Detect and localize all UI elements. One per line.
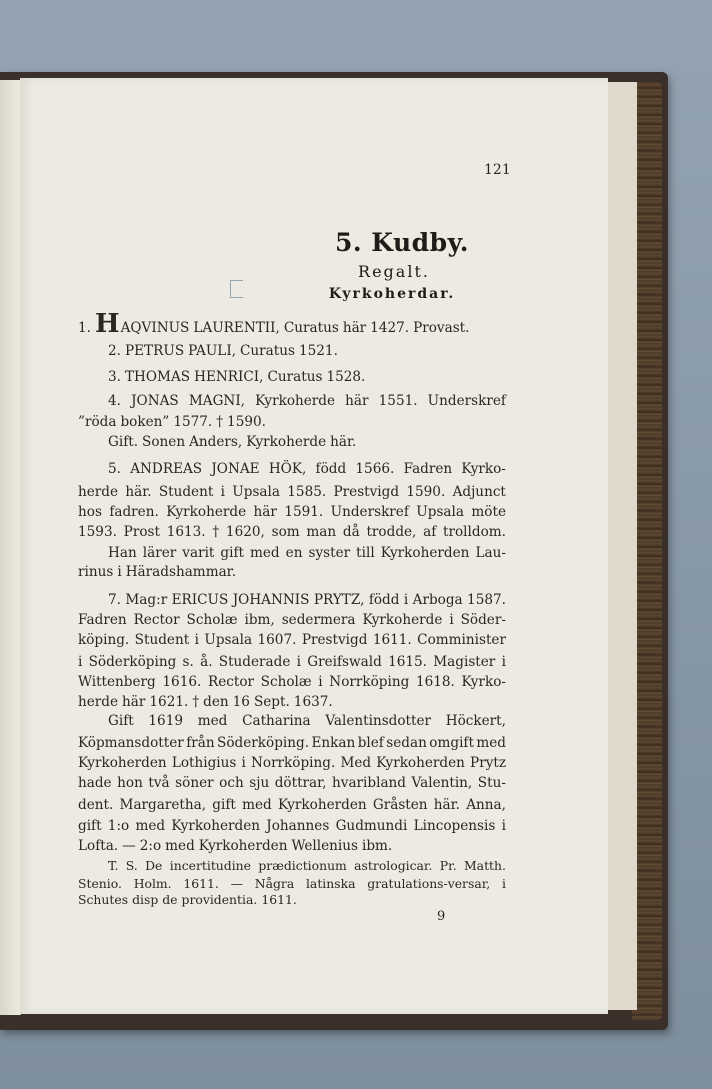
word: Studerade <box>218 654 291 670</box>
word: boken” <box>120 414 170 430</box>
word: Enkan <box>311 735 356 751</box>
word: en <box>285 545 303 561</box>
text-line <box>78 838 506 856</box>
text-line <box>108 545 506 563</box>
word: ANDREAS <box>130 461 203 477</box>
word: Norrköping <box>329 674 410 690</box>
word: latinska <box>305 876 356 891</box>
word: Kyrkoherden <box>376 755 465 771</box>
word: två <box>148 775 170 791</box>
word: gratulations-versar, <box>367 876 491 891</box>
text-line <box>78 892 506 910</box>
word: af <box>423 524 437 540</box>
word: Scholæ <box>186 612 238 628</box>
text-line <box>108 343 506 361</box>
word: 1611. <box>183 876 219 891</box>
word: i <box>220 484 225 500</box>
word: köping. <box>78 632 130 648</box>
word: Köpmansdotter <box>78 735 184 751</box>
word: ibm. <box>361 838 393 854</box>
word: Lincopensis <box>413 818 496 834</box>
section-title: 5. Kudby. <box>335 228 469 257</box>
word: Upsala <box>416 504 464 520</box>
word: LAURENTII, <box>193 320 280 336</box>
word: MAGNI, <box>188 393 246 409</box>
word: Underskref <box>427 393 506 409</box>
word: Prestvigd <box>301 632 368 648</box>
word: 3. <box>108 369 121 385</box>
word: sedermera <box>281 612 356 628</box>
word: hon <box>117 775 143 791</box>
word: providentia. <box>181 892 258 907</box>
word: å. <box>200 654 213 670</box>
word: gift <box>220 545 244 561</box>
word: Kyrko- <box>461 674 506 690</box>
word: Häradshammar. <box>125 564 237 580</box>
word: 1585. <box>287 484 327 500</box>
word: 1618. <box>415 674 455 690</box>
word: JOHANNIS <box>232 592 310 608</box>
word: gift <box>212 797 236 813</box>
word: i <box>501 818 506 834</box>
word: till <box>356 545 375 561</box>
word: Några <box>254 876 295 891</box>
word: med <box>197 713 228 729</box>
word: här <box>345 393 369 409</box>
word: dent. <box>78 797 114 813</box>
word: Adjunct <box>452 484 506 500</box>
word: Kyrkoherden <box>198 838 288 854</box>
word: † <box>192 694 200 710</box>
word: hos <box>78 504 102 520</box>
word: döttrar, <box>274 775 327 791</box>
word: i <box>78 654 83 670</box>
word: 1566. <box>355 461 395 477</box>
text-line <box>78 484 506 502</box>
word: Stenio. <box>78 876 122 891</box>
word: s. <box>182 654 194 670</box>
word: 1587. <box>467 592 506 608</box>
section-subtitle: Regalt. <box>358 262 430 281</box>
word: Wellenius <box>291 838 358 854</box>
text-line <box>78 632 506 650</box>
facing-page-edge <box>0 80 21 1015</box>
word: 1616. <box>162 674 202 690</box>
word: i <box>403 592 409 608</box>
word: sedan <box>386 735 427 751</box>
word: Catharina <box>242 713 311 729</box>
word: fadren. <box>109 504 159 520</box>
word: 2. <box>108 343 121 359</box>
word: Söderköping <box>88 654 177 670</box>
text-line <box>78 612 506 630</box>
word: 1. <box>78 320 91 336</box>
word: lärer <box>142 545 177 561</box>
text-line <box>108 592 506 610</box>
word: Underskref <box>330 504 409 520</box>
word: Anders, <box>189 434 243 450</box>
word: med <box>165 838 195 854</box>
word: Pr. <box>439 858 457 873</box>
text-line <box>78 818 506 836</box>
word: född <box>368 592 400 608</box>
signature-mark: 9 <box>437 909 446 924</box>
word: Valentin, <box>411 775 473 791</box>
word: 1528. <box>326 369 366 385</box>
word: 1:o <box>107 818 130 834</box>
word: Söderköping. <box>217 735 310 751</box>
word: syster <box>308 545 351 561</box>
word: hvaribland <box>332 775 407 791</box>
word: Arboga <box>412 592 463 608</box>
word: i <box>296 654 302 670</box>
text-line <box>78 775 506 793</box>
word: herde <box>78 694 119 710</box>
word: Margaretha, <box>119 797 207 813</box>
word: 1590. <box>406 484 446 500</box>
word: möte <box>471 504 506 520</box>
word: Upsala <box>204 632 253 648</box>
word: Prestvigd <box>333 484 400 500</box>
word: i <box>501 876 506 891</box>
word: PRYTZ, <box>313 592 365 608</box>
word: Gudmundi <box>335 818 408 834</box>
word: Curatus <box>267 369 323 385</box>
word: 1637. <box>293 694 333 710</box>
word: HAQVINUS <box>94 309 190 339</box>
word: Wittenberg <box>78 674 156 690</box>
word: med <box>249 545 280 561</box>
word: gift <box>78 818 102 834</box>
word: varit <box>182 545 215 561</box>
word: med <box>242 797 272 813</box>
word: Höckert, <box>445 713 506 729</box>
word: Holm. <box>133 876 172 891</box>
word: Sonen <box>142 434 186 450</box>
word: i <box>501 654 506 670</box>
section-subheading: Kyrkoherdar. <box>328 286 456 302</box>
word: 1551. <box>378 393 418 409</box>
word: T. <box>108 858 119 873</box>
word: Kyrkoherde <box>255 393 336 409</box>
word: Fadren <box>403 461 453 477</box>
word: Stu- <box>477 775 506 791</box>
page-number: 121 <box>484 162 511 178</box>
word: rinus <box>78 564 114 580</box>
word: Kyrkoherden <box>277 797 367 813</box>
word: — <box>230 876 243 891</box>
word: JONAE <box>211 461 260 477</box>
word: Söder- <box>460 612 506 628</box>
text-line <box>108 393 506 411</box>
word: † <box>216 414 224 430</box>
word: de <box>162 892 178 907</box>
word: Mag:r <box>125 592 168 608</box>
word: Student <box>134 632 190 648</box>
word: man <box>306 524 337 540</box>
word: då <box>342 524 360 540</box>
word: 1613. <box>166 524 206 540</box>
word: S. <box>125 858 138 873</box>
word: PAULI, <box>188 343 237 359</box>
word: Valentinsdotter <box>325 713 432 729</box>
word: 1521. <box>298 343 338 359</box>
word: Lau- <box>475 545 506 561</box>
word: 1590. <box>227 414 266 430</box>
word: PETRUS <box>124 343 185 359</box>
text-line <box>78 674 506 692</box>
word: 7. <box>108 592 121 608</box>
word: Upsala <box>232 484 280 500</box>
word: Anna, <box>466 797 506 813</box>
word: incertitudine <box>169 858 251 873</box>
word: i <box>241 755 246 771</box>
word: Scholæ <box>260 674 312 690</box>
word: i <box>194 632 199 648</box>
word: här <box>253 504 277 520</box>
word: hade <box>78 775 112 791</box>
word: Gift <box>108 713 134 729</box>
word: Kyrkoherden <box>171 818 261 834</box>
word: 2:o <box>139 838 162 854</box>
library-stamp-mark <box>230 280 243 298</box>
text-line <box>78 797 506 815</box>
word: och <box>219 775 244 791</box>
text-line <box>78 654 506 672</box>
word: född <box>315 461 347 477</box>
text-line <box>78 414 506 432</box>
word: 1621. <box>149 694 189 710</box>
word: i <box>117 564 122 580</box>
word: 1593. <box>78 524 117 540</box>
word: Matth. <box>464 858 506 873</box>
word: Student <box>158 484 214 500</box>
word: disp <box>132 892 159 907</box>
word: Johannes <box>266 818 330 834</box>
word: Rector <box>133 612 180 628</box>
word: 16 <box>232 694 250 710</box>
word: Gift. <box>108 434 139 450</box>
word: söner <box>175 775 214 791</box>
word: 1611. <box>372 632 412 648</box>
word: här. <box>330 434 357 450</box>
word: sju <box>249 775 270 791</box>
word: med <box>476 735 506 751</box>
word: 5. <box>108 461 121 477</box>
word: Sept. <box>253 694 290 710</box>
word: den <box>203 694 229 710</box>
word: — <box>122 838 136 854</box>
text-line <box>108 369 506 387</box>
word: 1620, <box>225 524 265 540</box>
word: Norrköping. <box>250 755 336 771</box>
text-line <box>108 858 506 876</box>
word: här <box>122 694 146 710</box>
word: prædictionum <box>258 858 347 873</box>
word: Fadren <box>78 612 127 628</box>
word: 1607. <box>257 632 297 648</box>
word: i <box>449 612 454 628</box>
word: Gråsten <box>372 797 428 813</box>
word: Comminister <box>417 632 506 648</box>
text-line <box>78 524 506 542</box>
page-edges <box>606 82 637 1010</box>
word: Kyrko- <box>461 461 506 477</box>
word: ibm, <box>244 612 275 628</box>
word: JONAS <box>131 393 179 409</box>
word: med <box>135 818 166 834</box>
word: 1611. <box>261 892 297 907</box>
word: 1577. <box>173 414 213 430</box>
word: Kyrkoherden <box>78 755 167 771</box>
word: De <box>145 858 163 873</box>
word: i <box>318 674 323 690</box>
word: trodde, <box>366 524 417 540</box>
word: Kyrkoherde <box>362 612 443 628</box>
text-line <box>108 434 506 452</box>
text-line <box>108 713 506 731</box>
word: 1619 <box>148 713 184 729</box>
word: ”röda <box>78 414 117 430</box>
word: blef <box>357 735 384 751</box>
word: Kyrkoherden <box>380 545 470 561</box>
word: Han <box>108 545 137 561</box>
text-line <box>78 755 506 773</box>
text-line <box>78 309 506 339</box>
word: här. <box>433 797 460 813</box>
word: Schutes <box>78 892 129 907</box>
word: Kyrkoherde <box>246 434 327 450</box>
word: Greifswald <box>307 654 382 670</box>
word: Magister <box>433 654 496 670</box>
word: astrologicar. <box>354 858 433 873</box>
word: som <box>271 524 300 540</box>
word: 1591. <box>284 504 324 520</box>
word: Lothigius <box>171 755 237 771</box>
word: ERICUS <box>171 592 229 608</box>
word: trolldom. <box>443 524 506 540</box>
word: 1615. <box>388 654 427 670</box>
word: Provast. <box>413 320 470 336</box>
word: HENRICI, <box>194 369 264 385</box>
text-line <box>78 735 506 753</box>
word: omgift <box>429 735 474 751</box>
text-line <box>78 694 506 712</box>
word: 4. <box>108 393 121 409</box>
word: här <box>342 320 367 336</box>
word: Prost <box>123 524 160 540</box>
word: herde <box>78 484 119 500</box>
word: † <box>212 524 220 540</box>
word: här. <box>125 484 152 500</box>
word: Rector <box>207 674 255 690</box>
word: Prytz <box>470 755 506 771</box>
word: 1427. <box>370 320 410 336</box>
word: från <box>186 735 215 751</box>
word: Curatus <box>240 343 295 359</box>
word: Curatus <box>283 320 339 336</box>
word: Med <box>340 755 372 771</box>
word: Kyrkoherde <box>166 504 247 520</box>
word: THOMAS <box>124 369 191 385</box>
text-line <box>78 564 506 582</box>
word: Lofta. <box>78 838 119 854</box>
text-line <box>78 504 506 522</box>
word: HÖK, <box>268 461 307 477</box>
text-line <box>108 461 506 479</box>
